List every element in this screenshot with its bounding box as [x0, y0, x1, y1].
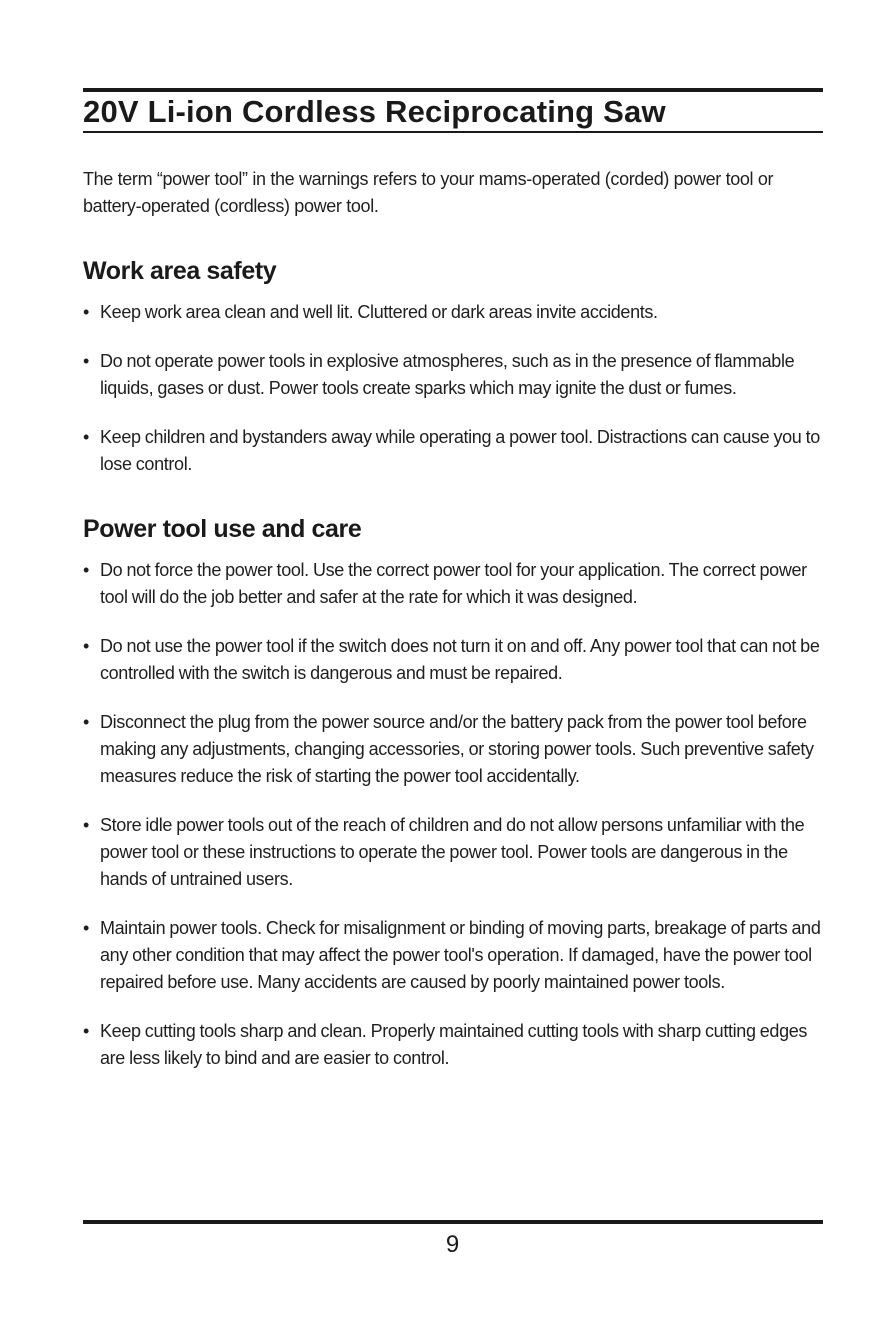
- intro-paragraph: The term “power tool” in the warnings refers to your mams-operated (corded) power tool or battery-operated (cordless) power tool.: [83, 169, 774, 216]
- section-power-tool-use-and-care: [83, 513, 828, 1072]
- top-rule: [83, 88, 823, 92]
- list-item-text: Do not force the power tool. Use the correct power tool for your application. The correct power tool will do the job better and safer at the rate for which it was designed.: [100, 560, 807, 607]
- page-number: 9: [445, 1231, 460, 1258]
- bullet-icon: •: [83, 560, 89, 580]
- page-content: [83, 166, 828, 1072]
- list-item: [83, 915, 828, 996]
- list-item: [83, 557, 828, 611]
- list-item: [83, 1018, 828, 1072]
- list-item-text: Keep children and bystanders away while operating a power tool. Distractions can cause you to lose control.: [100, 427, 820, 474]
- section-heading: Power tool use and care: [83, 515, 362, 543]
- list-item-text: Disconnect the plug from the power source and/or the battery pack from the power tool before making any adjustments, changing accessories, or storing power tools. Such preventive safety measures reduce the risk of starting the power tool accidentally.: [100, 712, 814, 786]
- list-item-text: Do not operate power tools in explosive atmospheres, such as in the presence of flammable liquids, gases or dust. Power tools create sparks which may ignite the dust or fumes.: [100, 351, 795, 398]
- bullet-icon: •: [83, 302, 89, 322]
- page-title: 20V Li-ion Cordless Reciprocating Saw: [83, 94, 666, 129]
- list-item: [83, 348, 828, 402]
- list-item: [83, 633, 828, 687]
- list-item: [83, 709, 828, 790]
- bullet-icon: •: [83, 1021, 89, 1041]
- bullet-icon: •: [83, 351, 89, 371]
- bullet-icon: •: [83, 918, 89, 938]
- list-item-text: Maintain power tools. Check for misalignment or binding of moving parts, breakage of parts and any other condition that may affect the power tool's operation. If damaged, have the power tool repaired before use. Many accidents are caused by poorly maintained power tools.: [100, 918, 821, 992]
- bullet-list: [83, 557, 828, 1072]
- list-item: [83, 812, 828, 893]
- title-underline: [83, 131, 823, 133]
- list-item: [83, 299, 828, 326]
- bullet-icon: •: [83, 636, 89, 656]
- bullet-list: [83, 299, 828, 478]
- bullet-icon: •: [83, 712, 89, 732]
- list-item-text: Keep cutting tools sharp and clean. Properly maintained cutting tools with sharp cutting edges are less likely to bind and are easier to control.: [100, 1021, 808, 1068]
- list-item-text: Do not use the power tool if the switch does not turn it on and off. Any power tool that can not be controlled with the switch is dangerous and must be repaired.: [100, 636, 820, 683]
- list-item-text: Keep work area clean and well lit. Cluttered or dark areas invite accidents.: [100, 302, 658, 322]
- section-work-area-safety: [83, 255, 828, 478]
- list-item-text: Store idle power tools out of the reach of children and do not allow persons unfamiliar with the power tool or these instructions to operate the power tool. Power tools are dangerous in the hands of untrained users.: [100, 815, 805, 889]
- list-item: [83, 424, 828, 478]
- bottom-rule: [83, 1220, 823, 1224]
- bullet-icon: •: [83, 815, 89, 835]
- bullet-icon: •: [83, 427, 89, 447]
- section-heading: Work area safety: [83, 257, 277, 285]
